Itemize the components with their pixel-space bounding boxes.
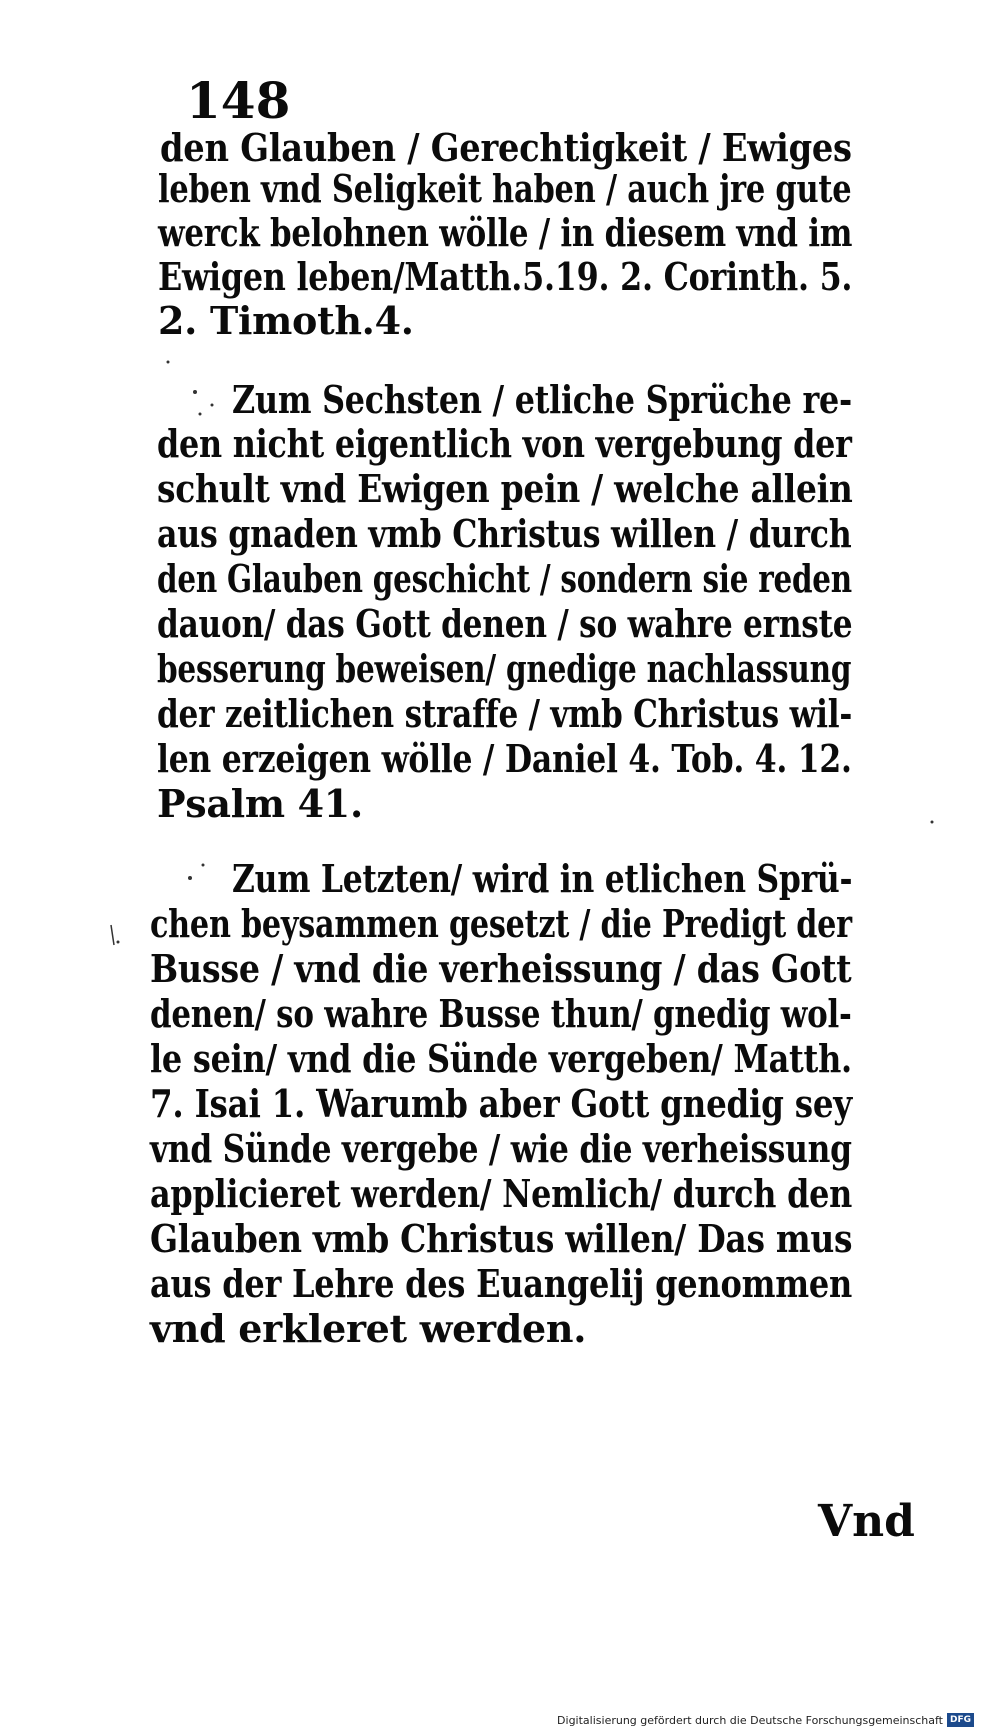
- text-line: Psalm 41.: [157, 781, 363, 826]
- text-line: Ewigen leben/Matth.5.19. 2. Corinth. 5.: [158, 254, 853, 299]
- text-line: aus gnaden vmb Christus willen / durch: [157, 511, 852, 556]
- text-line: le sein/ vnd die Sünde vergeben/ Matth.: [150, 1036, 852, 1081]
- page-number: 148: [186, 71, 291, 130]
- text-line: den Glauben / Gerechtigkeit / Ewiges: [160, 125, 852, 170]
- catchword: Vnd: [818, 1496, 915, 1547]
- text-line: den Glauben geschicht / sondern sie reden: [157, 556, 852, 601]
- text-line: dauon/ das Gott denen / so wahre ernste: [157, 601, 853, 646]
- text-line: vnd erkleret werden.: [150, 1306, 587, 1351]
- text-line: Zum Sechsten / etliche Sprüche re-: [232, 377, 852, 422]
- text-line: werck belohnen wölle / in diesem vnd im: [158, 210, 853, 255]
- text-line: 7. Isai 1. Warumb aber Gott gnedig sey: [150, 1081, 852, 1126]
- text-line: chen beysammen gesetzt / die Predigt der: [150, 901, 852, 946]
- digitization-footer: [557, 1713, 974, 1727]
- digitization-credit: Digitalisierung gefördert durch die Deutsche Forschungsgemeinschaft: [557, 1713, 943, 1727]
- text-line: der zeitlichen straffe / vmb Christus wil-: [157, 691, 853, 736]
- text-line: denen/ so wahre Busse thun/ gnedig wol-: [150, 991, 852, 1036]
- text-line: len erzeigen wölle / Daniel 4. Tob. 4. 12.: [157, 736, 852, 781]
- text-line: schult vnd Ewigen pein / welche allein: [157, 466, 853, 511]
- dfg-logo-icon: DFG: [947, 1713, 974, 1727]
- text-line: leben vnd Seligkeit haben / auch jre gute: [158, 166, 852, 211]
- text-line: applicieret werden/ Nemlich/ durch den: [150, 1171, 853, 1216]
- text-line: besserung beweisen/ gnedige nachlassung: [157, 646, 852, 691]
- text-line: Busse / vnd die verheissung / das Gott: [150, 946, 852, 991]
- text-line: 2. Timoth.4.: [158, 298, 414, 343]
- text-line: aus der Lehre des Euangelij genommen: [150, 1261, 853, 1306]
- text-line: vnd Sünde vergebe / wie die verheissung: [150, 1126, 852, 1171]
- text-line: den nicht eigentlich von vergebung der: [157, 421, 852, 466]
- text-line: Glauben vmb Christus willen/ Das mus: [150, 1216, 853, 1261]
- text-line: Zum Letzten/ wird in etlichen Sprü-: [232, 856, 853, 901]
